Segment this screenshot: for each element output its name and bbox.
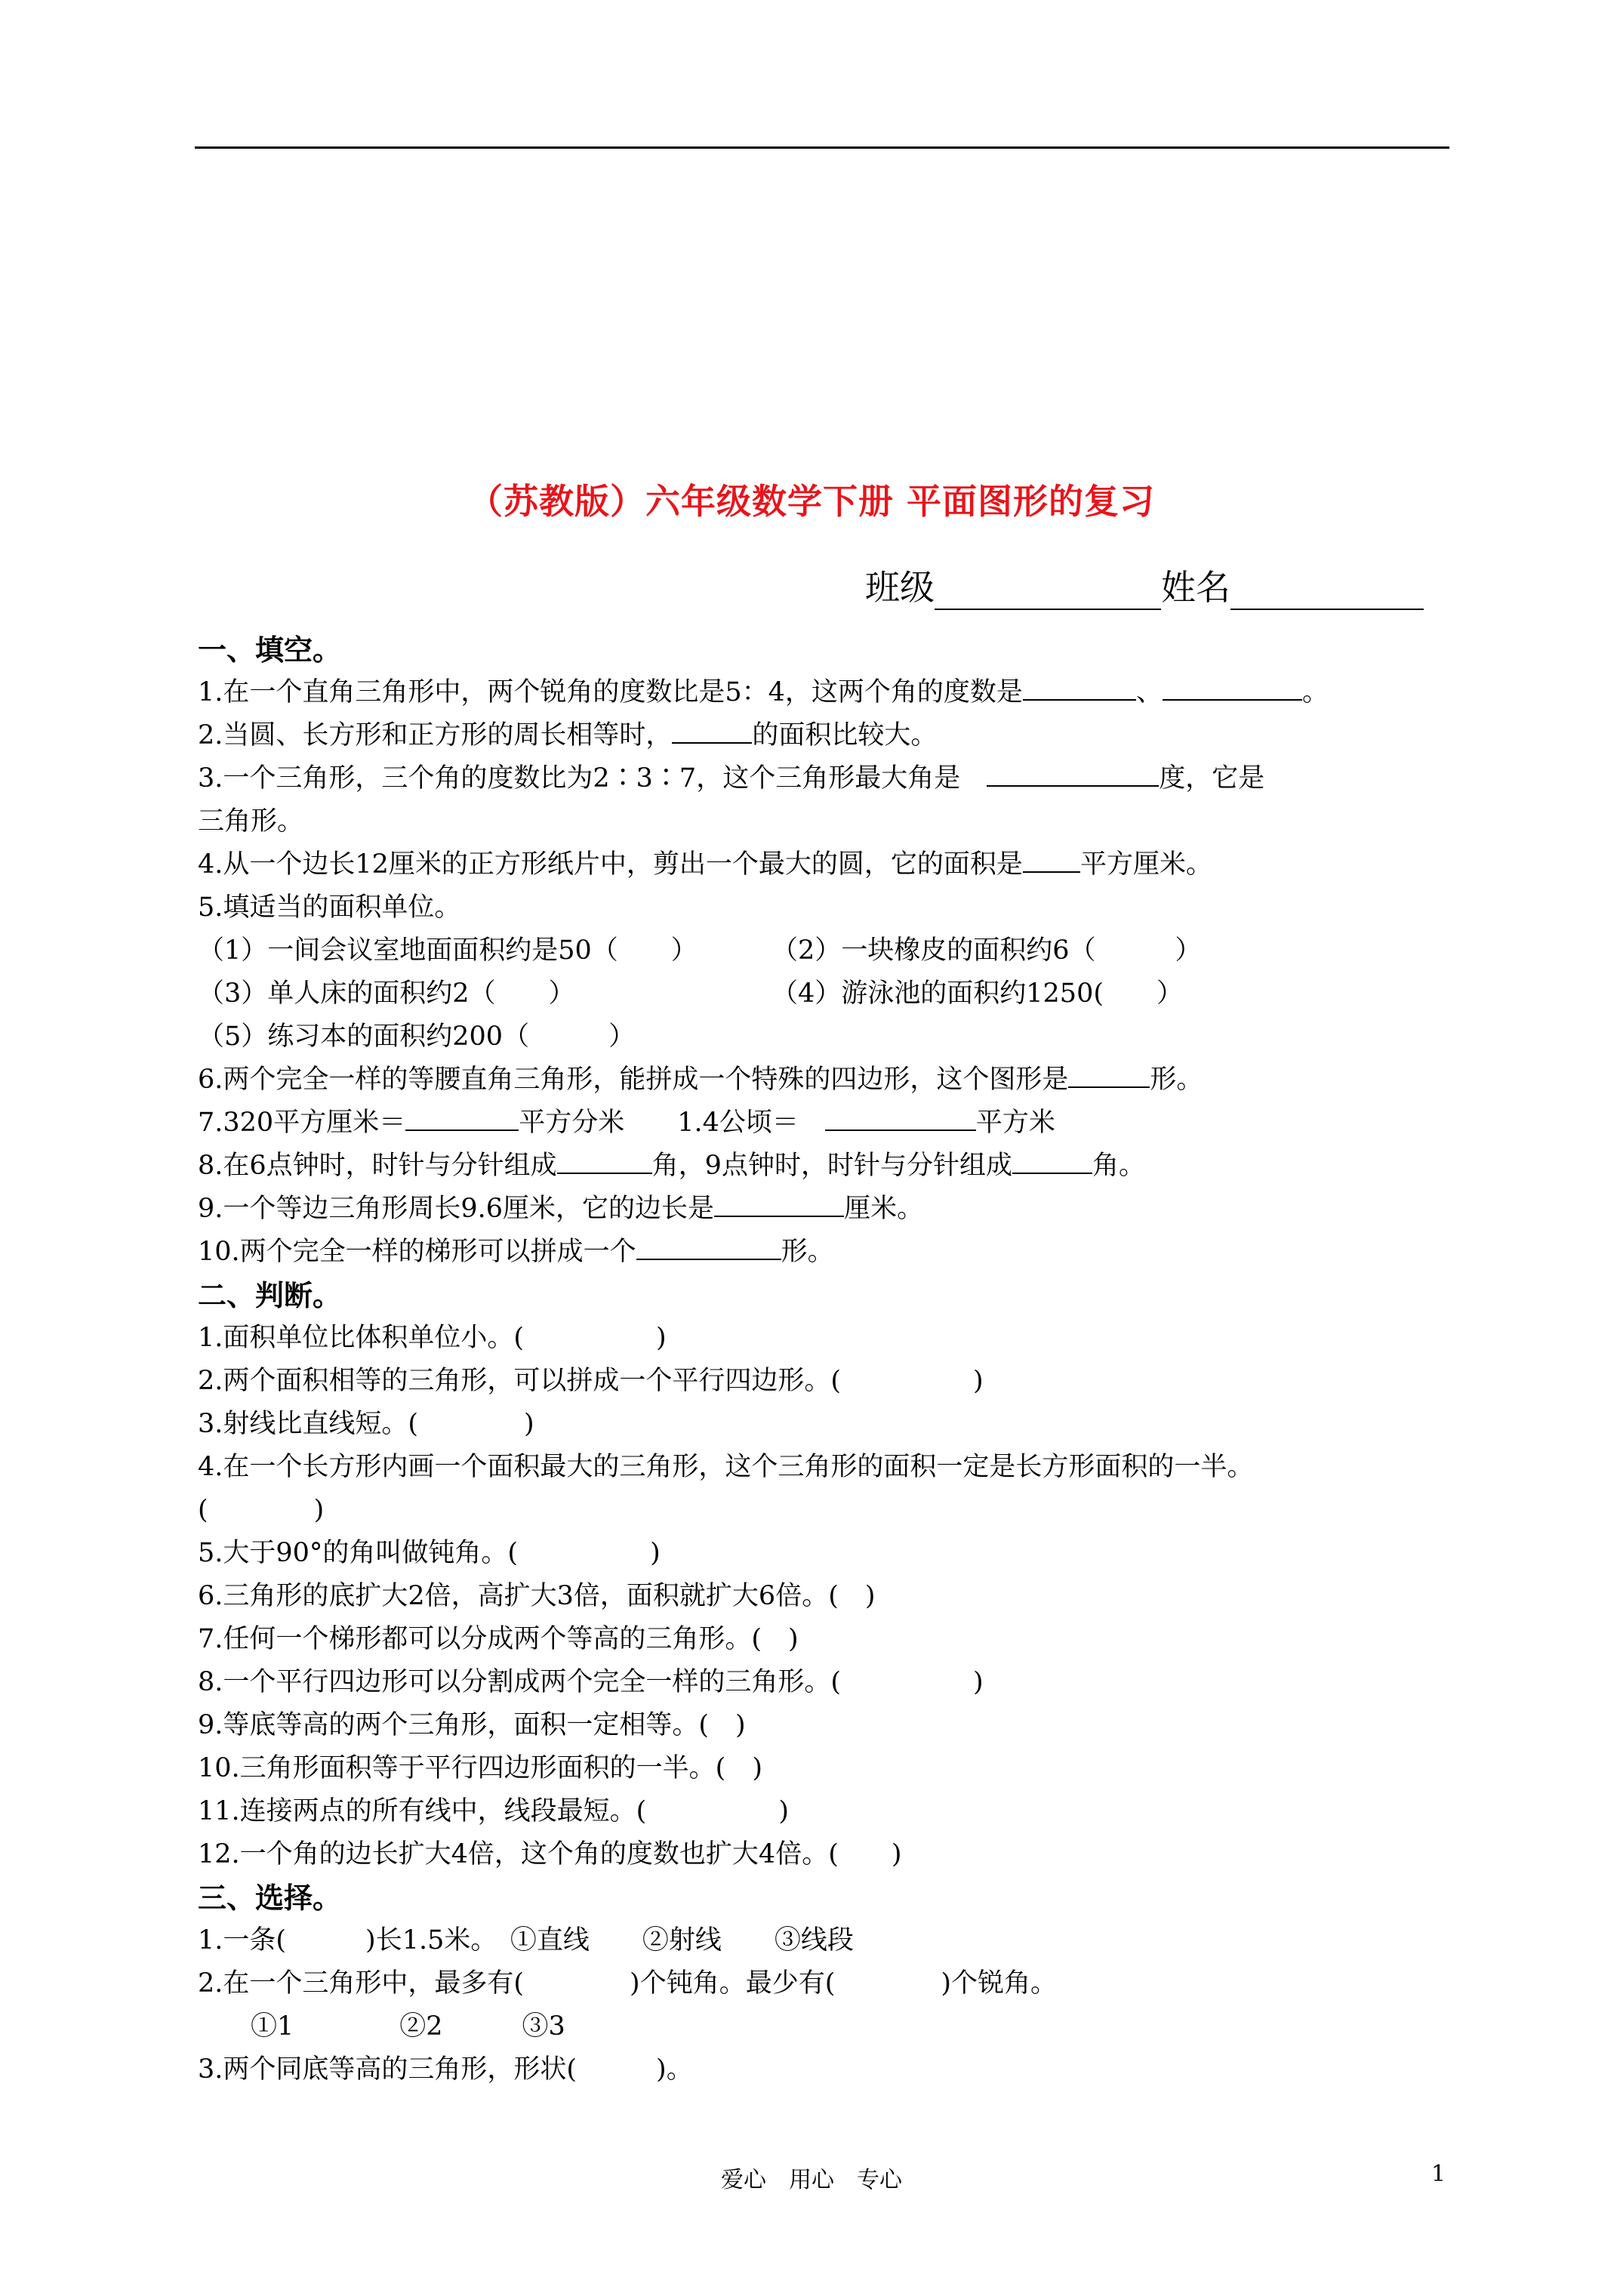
class-blank[interactable]: [935, 575, 1161, 610]
judge-item: 1.面积单位比体积单位小。( ): [198, 1323, 667, 1353]
judge-item: 2.两个面积相等的三角形，可以拼成一个平行四边形。( ): [198, 1366, 984, 1396]
judge-item: 8.一个平行四边形可以分割成两个完全一样的三角形。( ): [198, 1667, 984, 1697]
judge-item-cont: ( ): [198, 1495, 325, 1525]
blank[interactable]: [825, 1107, 976, 1131]
blank[interactable]: [672, 720, 752, 744]
blank[interactable]: [636, 1236, 781, 1260]
judge-item: 12.一个角的边长扩大4倍，这个角的度数也扩大4倍。( ): [198, 1839, 902, 1869]
fill-q5-row2: （3）单人床的面积约2（ ） （4）游泳池的面积约1250( ）: [198, 978, 1183, 1009]
worksheet-body: [198, 628, 1451, 2091]
blank[interactable]: [714, 1193, 844, 1217]
choice-item: 1.一条( )长1.5米。 ①直线 ②射线 ③线段: [198, 1925, 854, 1955]
judge-item: 11.连接两点的所有线中，线段最短。( ): [198, 1796, 789, 1826]
class-name-row: [865, 560, 1424, 610]
fill-q3: 3.一个三角形，三个角的度数比为2∶3∶7，这个三角形最大角是 度，它是: [198, 763, 1265, 794]
class-label: 班级: [865, 567, 935, 608]
page-number: 1: [1431, 2161, 1446, 2187]
blank[interactable]: [1023, 676, 1136, 701]
fill-q5-row3: （5）练习本的面积约200（ ）: [198, 1022, 636, 1052]
blank[interactable]: [1012, 1150, 1092, 1174]
fill-q4: 4.从一个边长12厘米的正方形纸片中，剪出一个最大的圆，它的面积是 平方厘米。: [198, 849, 1212, 880]
judge-item: 4.在一个长方形内画一个面积最大的三角形，这个三角形的面积一定是长方形面积的一半。: [198, 1452, 1254, 1482]
fill-q1: 1.在一个直角三角形中，两个锐角的度数比是5：4，这两个角的度数是 、 。: [198, 677, 1329, 707]
header-rule: [195, 146, 1449, 149]
judge-item: 6.三角形的底扩大2倍，高扩大3倍，面积就扩大6倍。( ): [198, 1581, 876, 1611]
fill-q3-cont: 三角形。: [198, 806, 304, 837]
blank[interactable]: [557, 1150, 652, 1174]
fill-q9: 9.一个等边三角形周长9.6厘米，它的边长是 厘米。: [198, 1194, 924, 1224]
section-judge-heading: 二、判断。: [198, 1278, 342, 1312]
fill-q5-row1: （1）一间会议室地面面积约是50（ ） （2）一块橡皮的面积约6（ ）: [198, 935, 1202, 966]
fill-q7: 7.320平方厘米＝ 平方分米 1.4公顷＝ 平方米: [198, 1108, 1055, 1138]
blank[interactable]: [1163, 676, 1302, 701]
blank[interactable]: [1068, 1064, 1150, 1088]
blank[interactable]: [1023, 849, 1080, 873]
blank[interactable]: [987, 763, 1159, 787]
judge-item: 5.大于90°的角叫做钝角。( ): [198, 1538, 661, 1568]
section-fill-heading: 一、填空。: [198, 633, 342, 667]
judge-item: 10.三角形面积等于平行四边形面积的一半。( ): [198, 1753, 762, 1783]
judge-item: 7.任何一个梯形都可以分成两个等高的三角形。( ): [198, 1624, 799, 1654]
section-choice-heading: 三、选择。: [198, 1881, 342, 1915]
fill-q8: 8.在6点钟时，时针与分针组成 角，9点钟时，时针与分针组成 角。: [198, 1151, 1145, 1181]
fill-q6: 6.两个完全一样的等腰直角三角形，能拼成一个特殊的四边形，这个图形是 形。: [198, 1065, 1203, 1095]
fill-q5: 5.填适当的面积单位。: [198, 892, 461, 923]
name-label: 姓名: [1161, 567, 1230, 608]
choice-options: ①1 ②2 ③3: [198, 2011, 565, 2042]
name-blank[interactable]: [1230, 575, 1424, 610]
judge-item: 9.等底等高的两个三角形，面积一定相等。( ): [198, 1710, 746, 1740]
fill-q2: 2.当圆、长方形和正方形的周长相等时， 的面积比较大。: [198, 720, 938, 750]
judge-item: 3.射线比直线短。( ): [198, 1409, 534, 1439]
choice-item: 2.在一个三角形中，最多有( )个钝角。最少有( )个锐角。: [198, 1968, 1058, 1999]
fill-q10: 10.两个完全一样的梯形可以拼成一个 形。: [198, 1237, 834, 1267]
page-title: （苏教版）六年级数学下册 平面图形的复习: [467, 481, 1155, 522]
choice-item: 3.两个同底等高的三角形，形状( )。: [198, 2054, 693, 2085]
blank[interactable]: [405, 1107, 519, 1131]
footer-motto: 爱心 用心 专心: [721, 2167, 902, 2193]
